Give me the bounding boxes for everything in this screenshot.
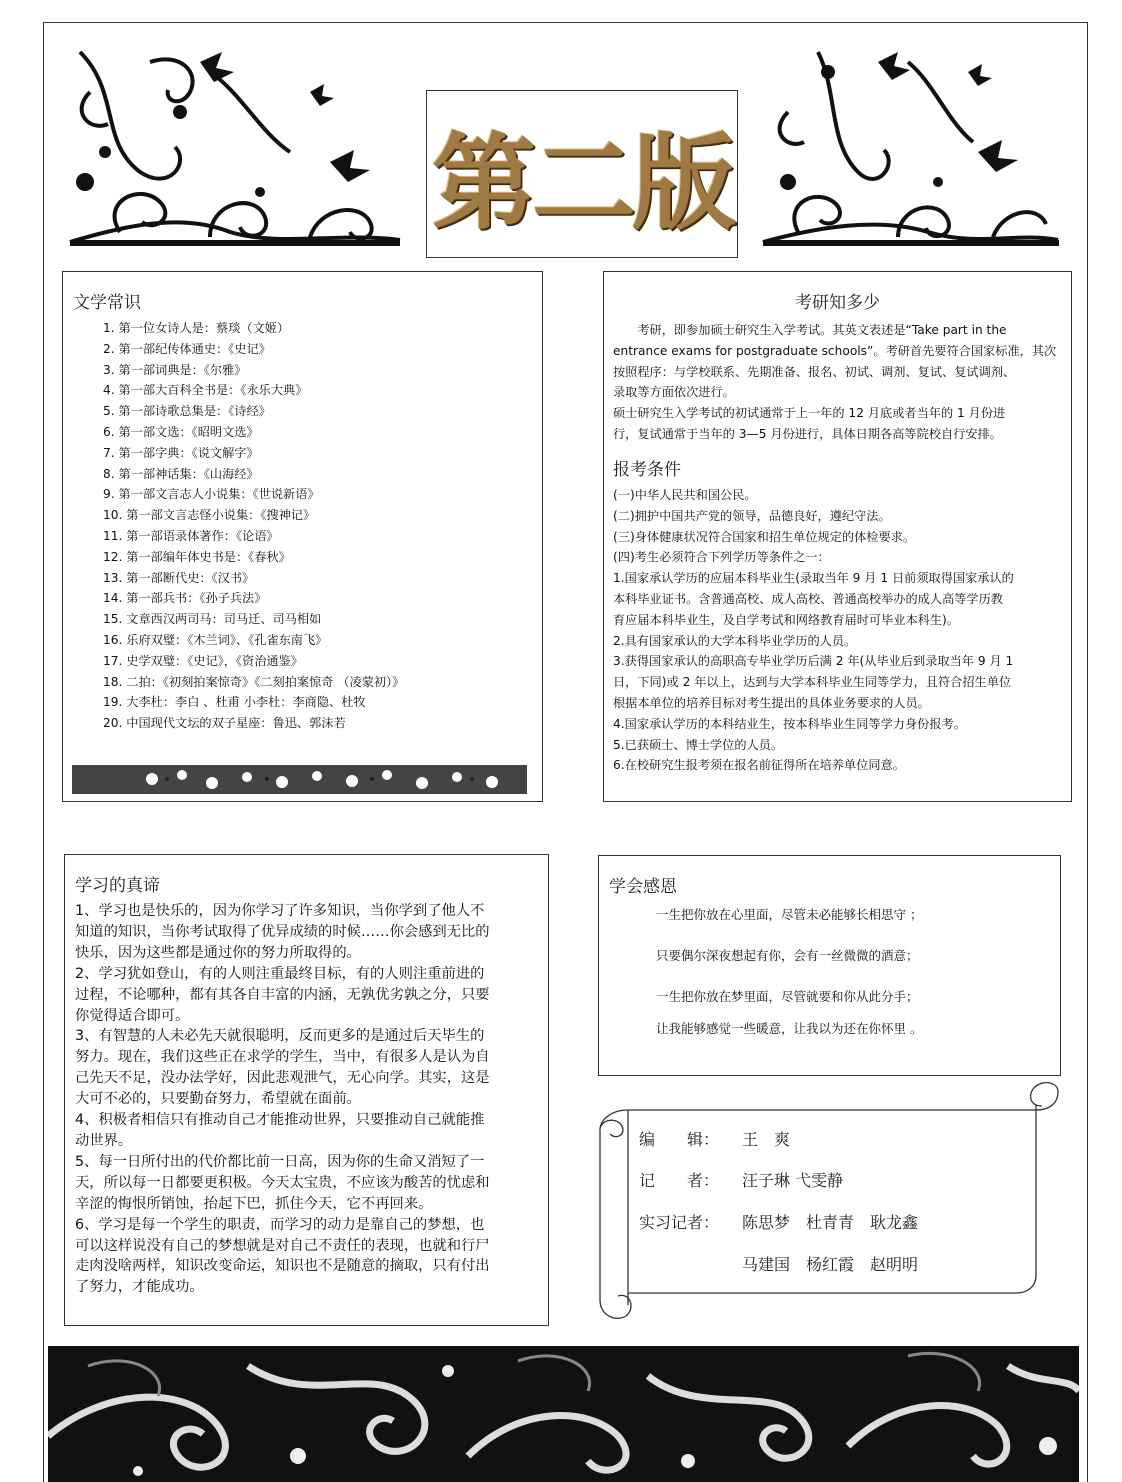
kaoyan-line: 行，复试通常于当年的 3—5 月份进行，具体日期各高等院校自行安排。 — [613, 426, 1002, 441]
literature-item: 15. 文章西汉两司马：司马迁、司马相如 — [103, 612, 322, 627]
condition-line: (二)拥护中国共产党的领导，品德良好，遵纪守法。 — [613, 508, 891, 523]
literature-item: 7. 第一部字典：《说文解字》 — [103, 445, 259, 460]
editor-label: 编 辑： — [639, 1130, 720, 1149]
literature-list — [103, 318, 404, 734]
study-line: 4、积极者相信只有推动自己才能推动世界，只要推动自己就能推 — [75, 1112, 485, 1129]
study-line: 过程，不论哪种，都有其各自丰富的内涵，无孰优劣孰之分，只要 — [75, 986, 490, 1003]
study-line: 努力。现在，我们这些正在求学的学生，当中，有很多人是认为自 — [75, 1049, 490, 1066]
gratitude-line: 只要偶尔深夜想起有你，会有一丝微微的酒意； — [656, 948, 919, 963]
condition-line: (一)中华人民共和国公民。 — [613, 488, 757, 502]
editor-name: 王 爽 — [742, 1130, 791, 1149]
scroll-frame — [596, 1080, 1062, 1324]
study-section — [64, 854, 549, 1326]
study-line: 快乐，因为这些都是通过你的努力所取得的。 — [75, 944, 361, 961]
study-line: 了努力，才能成功。 — [75, 1279, 204, 1296]
literature-item: 11. 第一部语录体著作：《论语》 — [103, 528, 279, 543]
condition-line: (三)身体健康状况符合国家和招生单位规定的体检要求。 — [613, 529, 916, 544]
condition-line: 1.国家承认学历的应届本科毕业生(录取当年 9 月 1 日前须取得国家承认的 — [613, 571, 1014, 586]
literature-item: 13. 第一部断代史：《汉书》 — [103, 570, 255, 585]
study-line: 天，所以每一日都要更积极。今天太宝贵，不应该为酸苦的忧虑和 — [75, 1174, 490, 1191]
kaoyan-section — [603, 271, 1072, 802]
condition-line: 本科毕业证书。含普通高校、成人高校、普通高校举办的成人高等学历教 — [613, 591, 1003, 606]
literature-item: 2. 第一部纪传体通史：《史记》 — [103, 341, 271, 356]
condition-line: 6.在校研究生报考须在报名前征得所在培养单位同意。 — [613, 758, 905, 773]
kaoyan-title: 考研知多少 — [795, 293, 880, 313]
literature-item: 6. 第一部文选：《昭明文选》 — [103, 424, 259, 439]
swirl-banner-image — [48, 1346, 1079, 1482]
gratitude-line: 让我能够感觉一些暖意，让我以为还在你怀里 。 — [656, 1021, 923, 1036]
condition-line: 育应届本科毕业生，及自学考试和网络教育届时可毕业本科生)。 — [613, 612, 960, 627]
literature-item: 5. 第一部诗歌总集是：《诗经》 — [103, 404, 271, 419]
staff-reporter-row — [639, 1168, 843, 1191]
literature-item: 9. 第一部文言志人小说集：《世说新语》 — [103, 487, 320, 502]
study-line: 1、学习也是快乐的，因为你学习了许多知识，当你学到了他人不 — [75, 903, 485, 919]
staff-intern-row-2 — [742, 1252, 918, 1275]
kaoyan-line: 录取等方面依次进行。 — [613, 385, 735, 400]
kaoyan-line: 按照程序：与学校联系、先期准备、报名、初试、调剂、复试、复试调剂、 — [613, 364, 1016, 379]
study-title: 学习的真谛 — [75, 876, 160, 896]
staff-intern-row — [639, 1210, 918, 1233]
gratitude-section — [598, 855, 1061, 1076]
study-line: 大可不必的，只要勤奋努力，希望就在面前。 — [75, 1091, 361, 1108]
staff-editor-row — [639, 1127, 790, 1150]
literature-title: 文学常识 — [73, 293, 141, 313]
literature-item: 19. 大李杜：李白 、杜甫 小李杜：李商隐、杜牧 — [103, 695, 366, 710]
study-line: 走肉没啥两样，知识改变命运，知识也不是随意的摘取，只有付出 — [75, 1258, 490, 1275]
study-line: 2、学习犹如登山，有的人则注重最终目标，有的人则注重前进的 — [75, 965, 485, 982]
floral-ornament-right — [758, 32, 1064, 250]
floral-ornament-left — [60, 32, 410, 250]
study-line: 5、每一日所付出的代价都比前一日高，因为你的生命又消短了一 — [75, 1153, 485, 1170]
masthead-title: 第二版 — [431, 121, 732, 244]
conditions-body — [613, 485, 1068, 776]
literature-item: 20. 中国现代文坛的双子星座：鲁迅、郭沫若 — [103, 716, 346, 731]
reporter-label: 记 者： — [639, 1171, 720, 1190]
conditions-title: 报考条件 — [613, 460, 681, 480]
literature-item: 18. 二拍：《初刻拍案惊奇》《二刻拍案惊奇 （凌蒙初）》 — [103, 674, 405, 689]
literature-item: 8. 第一部神话集：《山海经》 — [103, 466, 259, 481]
intern-names-2: 马建国 杨红霞 赵明明 — [742, 1255, 919, 1274]
study-line: 己先天不足，没办法学好，因此悲观泄气，无心向学。其实，这是 — [75, 1070, 490, 1087]
literature-item: 1. 第一位女诗人是：蔡琰（文姬） — [103, 321, 290, 335]
study-line: 可以这样说没有自己的梦想就是对自己不责任的表现，也就和行尸 — [75, 1237, 490, 1254]
literature-item: 10. 第一部文言志怪小说集：《搜神记》 — [103, 508, 316, 523]
flower-strip-image — [72, 765, 527, 794]
condition-line: (四)考生必须符合下列学历等条件之一： — [613, 550, 830, 565]
reporter-names: 汪子琳 弋雯静 — [742, 1171, 844, 1190]
study-line: 知道的知识，当你考试取得了优异成绩的时候……你会感到无比的 — [75, 923, 490, 940]
condition-line: 5.已获硕士、博士学位的人员。 — [613, 737, 784, 752]
intern-names-1: 陈思梦 杜青青 耿龙鑫 — [742, 1213, 919, 1232]
kaoyan-line: entrance exams for postgraduate schools”。考研首先要符合国家标准，其次 — [613, 343, 1057, 358]
study-line: 辛涩的悔恨所销蚀，抬起下巴，抓住今天，它不再回来。 — [75, 1195, 433, 1212]
literature-item: 12. 第一部编年体史书是：《春秋》 — [103, 549, 291, 564]
literature-item: 17. 史学双璧：《史记》，《资治通鉴》 — [103, 653, 303, 668]
study-line: 你觉得适合即可。 — [75, 1007, 190, 1024]
literature-section — [62, 271, 543, 802]
gratitude-line: 一生把你放在梦里面，尽管就要和你从此分手； — [656, 989, 919, 1004]
condition-line: 日，下同)或 2 年以上，达到与大学本科毕业生同等学力，且符合招生单位 — [613, 675, 1012, 690]
study-line: 动世界。 — [75, 1132, 133, 1149]
gratitude-title: 学会感恩 — [609, 877, 677, 897]
literature-item: 14. 第一部兵书：《孙子兵法》 — [103, 591, 267, 606]
gratitude-line: 一生把你放在心里面，尽管未必能够长相思守 ； — [656, 907, 923, 922]
condition-line: 3.获得国家承认的高职高专毕业学历后满 2 年(从毕业后到录取当年 9 月 1 — [613, 654, 1014, 669]
masthead-title-box — [426, 90, 738, 258]
intern-label: 实习记者： — [639, 1213, 720, 1232]
kaoyan-line: 硕士研究生入学考试的初试通常于上一年的 12 月底或者当年的 1 月份进 — [613, 406, 1006, 421]
study-line: 6、学习是每一个学生的职责，而学习的动力是靠自己的梦想，也 — [75, 1216, 485, 1233]
condition-line: 2.具有国家承认的大学本科毕业学历的人员。 — [613, 633, 857, 648]
literature-item: 16. 乐府双璧：《木兰词》、《孔雀东南飞》 — [103, 632, 328, 647]
study-line: 3、有智慧的人未必先天就很聪明，反而更多的是通过后天毕生的 — [75, 1028, 485, 1045]
kaoyan-body — [613, 320, 1068, 445]
condition-line: 4.国家承认学历的本科结业生，按本科毕业生同等学力身份报考。 — [613, 716, 966, 731]
kaoyan-line: 考研，即参加硕士研究生入学考试。其英文表述是“Take part in the — [613, 323, 1007, 337]
literature-item: 4. 第一部大百科全书是：《永乐大典》 — [103, 383, 308, 398]
condition-line: 根据本单位的培养目标对考生提出的具体业务要求的人员。 — [613, 695, 930, 710]
study-body — [75, 901, 545, 1298]
literature-item: 3. 第一部词典是：《尔雅》 — [103, 362, 247, 377]
